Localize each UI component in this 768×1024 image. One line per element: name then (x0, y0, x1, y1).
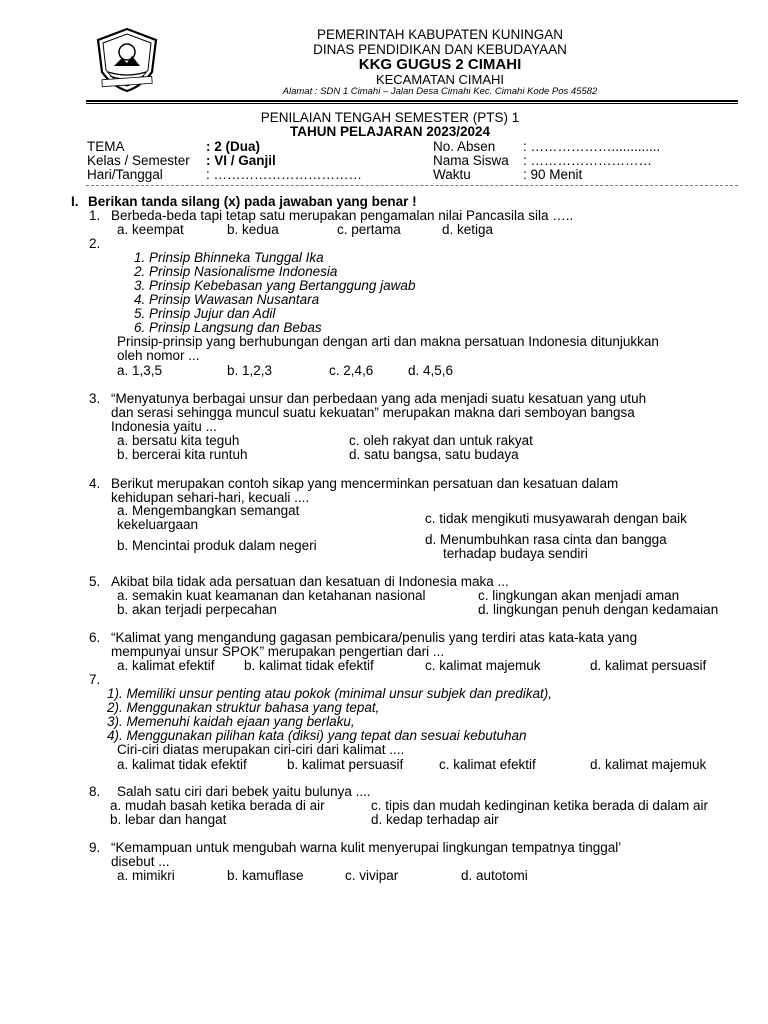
header-kkg: KKG GUGUS 2 CIMAHI (358, 56, 522, 73)
q1-option-c[interactable]: c. pertama (337, 222, 401, 237)
q2-text-cont: oleh nomor ... (117, 348, 200, 363)
q9-text: “Kemampuan untuk mengubah warna kulit menyerupai lingkungan tempatnya tinggal’ (111, 840, 622, 855)
tema-label: TEMA (87, 139, 125, 154)
hari-label: Hari/Tanggal (87, 167, 163, 182)
q9-option-b[interactable]: b. kamuflase (227, 868, 304, 883)
nama-field[interactable]: : ……………………… (523, 153, 653, 168)
q2-text: Prinsip-prinsip yang berhubungan dengan arti dan makna persatuan Indonesia ditunjukkan (117, 334, 659, 349)
q8-option-b[interactable]: b. lebar dan hangat (110, 812, 227, 827)
q4-option-c[interactable]: c. tidak mengikuti musyawarah dengan baik (425, 511, 687, 526)
q6-text-cont: mempunyai unsur SPOK” merupakan pengertian dari ... (111, 644, 445, 659)
q4-option-a[interactable]: a. Mengembangkan semangat (117, 503, 300, 518)
q9-option-d[interactable]: d. autotomi (461, 868, 528, 883)
academic-year: TAHUN PELAJARAN 2023/2024 (289, 124, 491, 139)
q4-option-a-cont: kekeluargaan (117, 517, 199, 532)
q2-option-b[interactable]: b. 1,2,3 (227, 363, 273, 378)
q4-option-b[interactable]: b. Mencintai produk dalam negeri (117, 538, 317, 553)
q7-option-a[interactable]: a. kalimat tidak efektif (117, 757, 247, 772)
q4-option-d-cont: terhadap budaya sendiri (443, 546, 588, 561)
q6-option-d[interactable]: d. kalimat persuasif (590, 658, 707, 673)
q1-option-b[interactable]: b. kedua (227, 222, 279, 237)
q6-option-a[interactable]: a. kalimat efektif (117, 658, 215, 673)
q3-option-b[interactable]: b. bercerai kita runtuh (117, 447, 248, 462)
absen-label: No. Absen (433, 139, 496, 154)
q7-option-d[interactable]: d. kalimat majemuk (590, 757, 707, 772)
q4-option-d[interactable]: d. Menumbuhkan rasa cinta dan bangga (425, 532, 667, 547)
q2-option-a[interactable]: a. 1,3,5 (117, 363, 163, 378)
q5-option-d[interactable]: d. lingkungan penuh dengan kedamaian (478, 602, 719, 617)
q2-list-item: 6. Prinsip Langsung dan Bebas (134, 320, 322, 335)
nama-label: Nama Siswa (433, 153, 509, 168)
section-instruction: Berikan tanda silang (x) pada jawaban yang benar ! (88, 194, 417, 209)
tema-value: : 2 (Dua) (206, 139, 260, 154)
q8-option-c[interactable]: c. tipis dan mudah kedinginan ketika berada di dalam air (371, 798, 708, 813)
q6-option-c[interactable]: c. kalimat majemuk (425, 658, 541, 673)
q7-list-item: 3). Memenuhi kaidah ejaan yang berlaku, (107, 714, 355, 729)
q2-list-item: 3. Prinsip Kebebasan yang Bertanggung jawab (134, 278, 416, 293)
q6-option-b[interactable]: b. kalimat tidak efektif (244, 658, 374, 673)
exam-title: PENILAIAN TENGAH SEMESTER (PTS) 1 (260, 110, 520, 125)
q7-number: 7. (89, 672, 101, 687)
q1-option-a[interactable]: a. keempat (117, 222, 184, 237)
q2-list-item: 1. Prinsip Bhinneka Tunggal Ika (134, 250, 324, 265)
q6-number: 6. (89, 630, 101, 645)
q3-number: 3. (89, 391, 101, 406)
kelas-label: Kelas / Semester (87, 153, 190, 168)
q7-list-item: 2). Menggunakan struktur bahasa yang tepat, (107, 700, 380, 715)
q7-text: Ciri-ciri diatas merupakan ciri-ciri dari kalimat .... (117, 742, 405, 757)
q3-option-d[interactable]: d. satu bangsa, satu budaya (349, 447, 519, 462)
q5-text: Akibat bila tidak ada persatuan dan kesatuan di Indonesia maka ... (111, 574, 509, 589)
q5-option-a[interactable]: a. semakin kuat keamanan dan ketahanan nasional (117, 588, 426, 603)
waktu-value: : 90 Menit (523, 167, 583, 182)
q4-text-cont: kehidupan sehari-hari, kecuali .... (111, 490, 310, 505)
district-logo (92, 26, 162, 94)
q9-option-c[interactable]: c. vivipar (345, 868, 399, 883)
header-district: KECAMATAN CIMAHI (375, 72, 505, 87)
q2-option-d[interactable]: d. 4,5,6 (408, 363, 454, 378)
header-government: PEMERINTAH KABUPATEN KUNINGAN (316, 27, 564, 42)
q9-option-a[interactable]: a. mimikri (117, 868, 175, 883)
q5-option-b[interactable]: b. akan terjadi perpecahan (117, 602, 277, 617)
header-divider (86, 100, 738, 102)
section-number: I. (71, 194, 79, 209)
q9-text-cont: disebut ... (111, 854, 170, 869)
q1-number: 1. (89, 208, 101, 223)
q1-option-d[interactable]: d. ketiga (442, 222, 494, 237)
q2-list-item: 5. Prinsip Jujur dan Adil (134, 306, 276, 321)
header-department: DINAS PENDIDIKAN DAN KEBUDAYAAN (313, 42, 567, 57)
q3-text: “Menyatunya berbagai unsur dan perbedaan yang ada menjadi suatu kesatuan yang utuh (111, 391, 647, 406)
q3-text-cont: dan serasi sehingga muncul suatu kekuatan” merupakan makna dari semboyan bangsa (111, 405, 635, 420)
q7-list-item: 1). Memiliki unsur penting atau pokok (minimal unsur subjek dan predikat), (107, 686, 552, 701)
header-divider-thin (86, 103, 738, 104)
q3-option-c[interactable]: c. oleh rakyat dan untuk rakyat (349, 433, 533, 448)
q4-number: 4. (89, 476, 101, 491)
absen-field[interactable]: : ………………............. (523, 139, 661, 154)
q2-list-item: 4. Prinsip Wawasan Nusantara (134, 292, 320, 307)
info-divider (86, 185, 738, 186)
waktu-label: Waktu (433, 167, 471, 182)
kelas-value: : VI / Ganjil (206, 153, 276, 168)
q8-option-d[interactable]: d. kedap terhadap air (371, 812, 499, 827)
q2-list-item: 2. Prinsip Nasionalisme Indonesia (134, 264, 338, 279)
header-address: Alamat : SDN 1 Cimahi – Jalan Desa Cimahi Kec. Cimahi Kode Pos 45582 (282, 86, 598, 97)
q7-option-b[interactable]: b. kalimat persuasif (287, 757, 404, 772)
q1-text: Berbeda-beda tapi tetap satu merupakan pengamalan nilai Pancasila sila ….. (111, 208, 574, 223)
q7-list-item: 4). Menggunakan pilihan kata (diksi) yang tepat dan sesuai kebutuhan (107, 728, 527, 743)
q7-option-c[interactable]: c. kalimat efektif (439, 757, 536, 772)
q3-text-cont: Indonesia yaitu ... (111, 419, 217, 434)
q8-text: Salah satu ciri dari bebek yaitu bulunya .... (117, 784, 371, 799)
q5-option-c[interactable]: c. lingkungan akan menjadi aman (478, 588, 680, 603)
hari-field[interactable]: : …………………………… (206, 167, 363, 182)
q4-text: Berikut merupakan contoh sikap yang mencerminkan persatuan dan kesatuan dalam (111, 476, 619, 491)
q9-number: 9. (89, 840, 101, 855)
q6-text: “Kalimat yang mengandung gagasan pembicara/penulis yang terdiri atas kata-kata yang (111, 630, 638, 645)
q3-option-a[interactable]: a. bersatu kita teguh (117, 433, 240, 448)
q8-number: 8. (89, 784, 101, 799)
q2-option-c[interactable]: c. 2,4,6 (329, 363, 374, 378)
q2-number: 2. (89, 236, 101, 251)
q5-number: 5. (89, 574, 101, 589)
q8-option-a[interactable]: a. mudah basah ketika berada di air (110, 798, 325, 813)
